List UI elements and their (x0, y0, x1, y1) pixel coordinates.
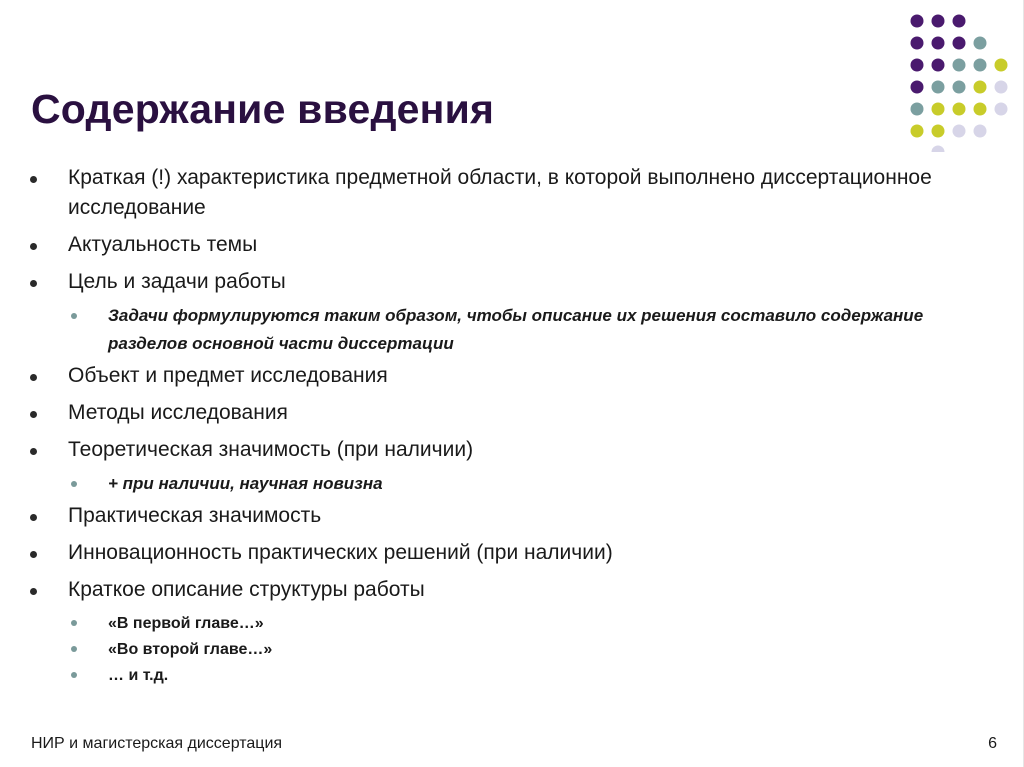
dot (974, 125, 987, 138)
list-item (27, 163, 1007, 223)
bullet-icon (30, 280, 37, 287)
sub-list-item-text: … и т.д. (108, 667, 169, 684)
dot (953, 103, 966, 116)
dot (974, 103, 987, 116)
bullet-icon (30, 411, 37, 418)
dot (932, 103, 945, 116)
list-item (27, 501, 1007, 531)
sub-list-item (27, 661, 1007, 690)
sub-list-item (27, 635, 1007, 664)
list-item (27, 575, 1007, 605)
sub-list-item-text: Задачи формулируются таким образом, чтобы описание их решения составило содержание разделов основной части диссертации (108, 306, 924, 353)
sub-list-item (27, 609, 1007, 638)
bullet-icon (30, 588, 37, 595)
list-item (27, 361, 1007, 391)
dot (932, 37, 945, 50)
dot (953, 15, 966, 28)
dot (953, 81, 966, 94)
sub-bullet-icon (71, 672, 77, 678)
sub-list-item (27, 470, 1007, 498)
page-number: 6 (988, 735, 997, 752)
bullet-icon (30, 514, 37, 521)
dot (911, 125, 924, 138)
dot (932, 125, 945, 138)
sub-bullet-icon (71, 646, 77, 652)
list-item (27, 538, 1007, 568)
sub-list-item-text: «Во второй главе…» (108, 641, 273, 658)
list-item-text: Практическая значимость (68, 504, 322, 527)
dot (953, 37, 966, 50)
sub-bullet-icon (71, 620, 77, 626)
bullet-icon (30, 551, 37, 558)
dot (932, 15, 945, 28)
sub-list-item-text: «В первой главе…» (108, 615, 264, 632)
list-item-text: Краткая (!) характеристика предметной области, в которой выполнено диссертационное исследование (68, 166, 932, 219)
dot (995, 103, 1008, 116)
sub-bullet-icon (71, 481, 77, 487)
list-item-text: Инновационность практических решений (при наличии) (68, 541, 613, 564)
bullet-icon (30, 243, 37, 250)
list-item-text: Методы исследования (68, 401, 288, 424)
bullet-icon (30, 374, 37, 381)
dot (953, 125, 966, 138)
dot (995, 81, 1008, 94)
dot (911, 15, 924, 28)
footer-text: НИР и магистерская диссертация (31, 735, 283, 752)
list-item-text: Объект и предмет исследования (68, 364, 388, 387)
dot (911, 37, 924, 50)
bullet-icon (30, 448, 37, 455)
dot (974, 59, 987, 72)
dot (974, 37, 987, 50)
dot (974, 81, 987, 94)
dot (995, 59, 1008, 72)
sub-bullet-icon (71, 313, 77, 319)
list-item-text: Цель и задачи работы (68, 270, 286, 293)
dot (911, 81, 924, 94)
list-item (27, 230, 1007, 260)
dot (911, 59, 924, 72)
list-item-text: Краткое описание структуры работы (68, 578, 425, 601)
dot (932, 81, 945, 94)
list-item (27, 267, 1007, 297)
slide-title: Содержание введения (31, 86, 495, 132)
bullet-icon (30, 176, 37, 183)
list-item-text: Теоретическая значимость (при наличии) (68, 438, 474, 461)
dot (932, 146, 945, 153)
list-item-text: Актуальность темы (68, 233, 258, 256)
decorative-dot-grid (905, 12, 1015, 152)
dot (911, 103, 924, 116)
list-item (27, 435, 1007, 465)
sub-list-item-text: + при наличии, научная новизна (108, 474, 383, 493)
list-item (27, 398, 1007, 428)
dot (953, 59, 966, 72)
sub-list-item (27, 302, 1007, 358)
content-list (27, 163, 1007, 690)
dot (932, 59, 945, 72)
